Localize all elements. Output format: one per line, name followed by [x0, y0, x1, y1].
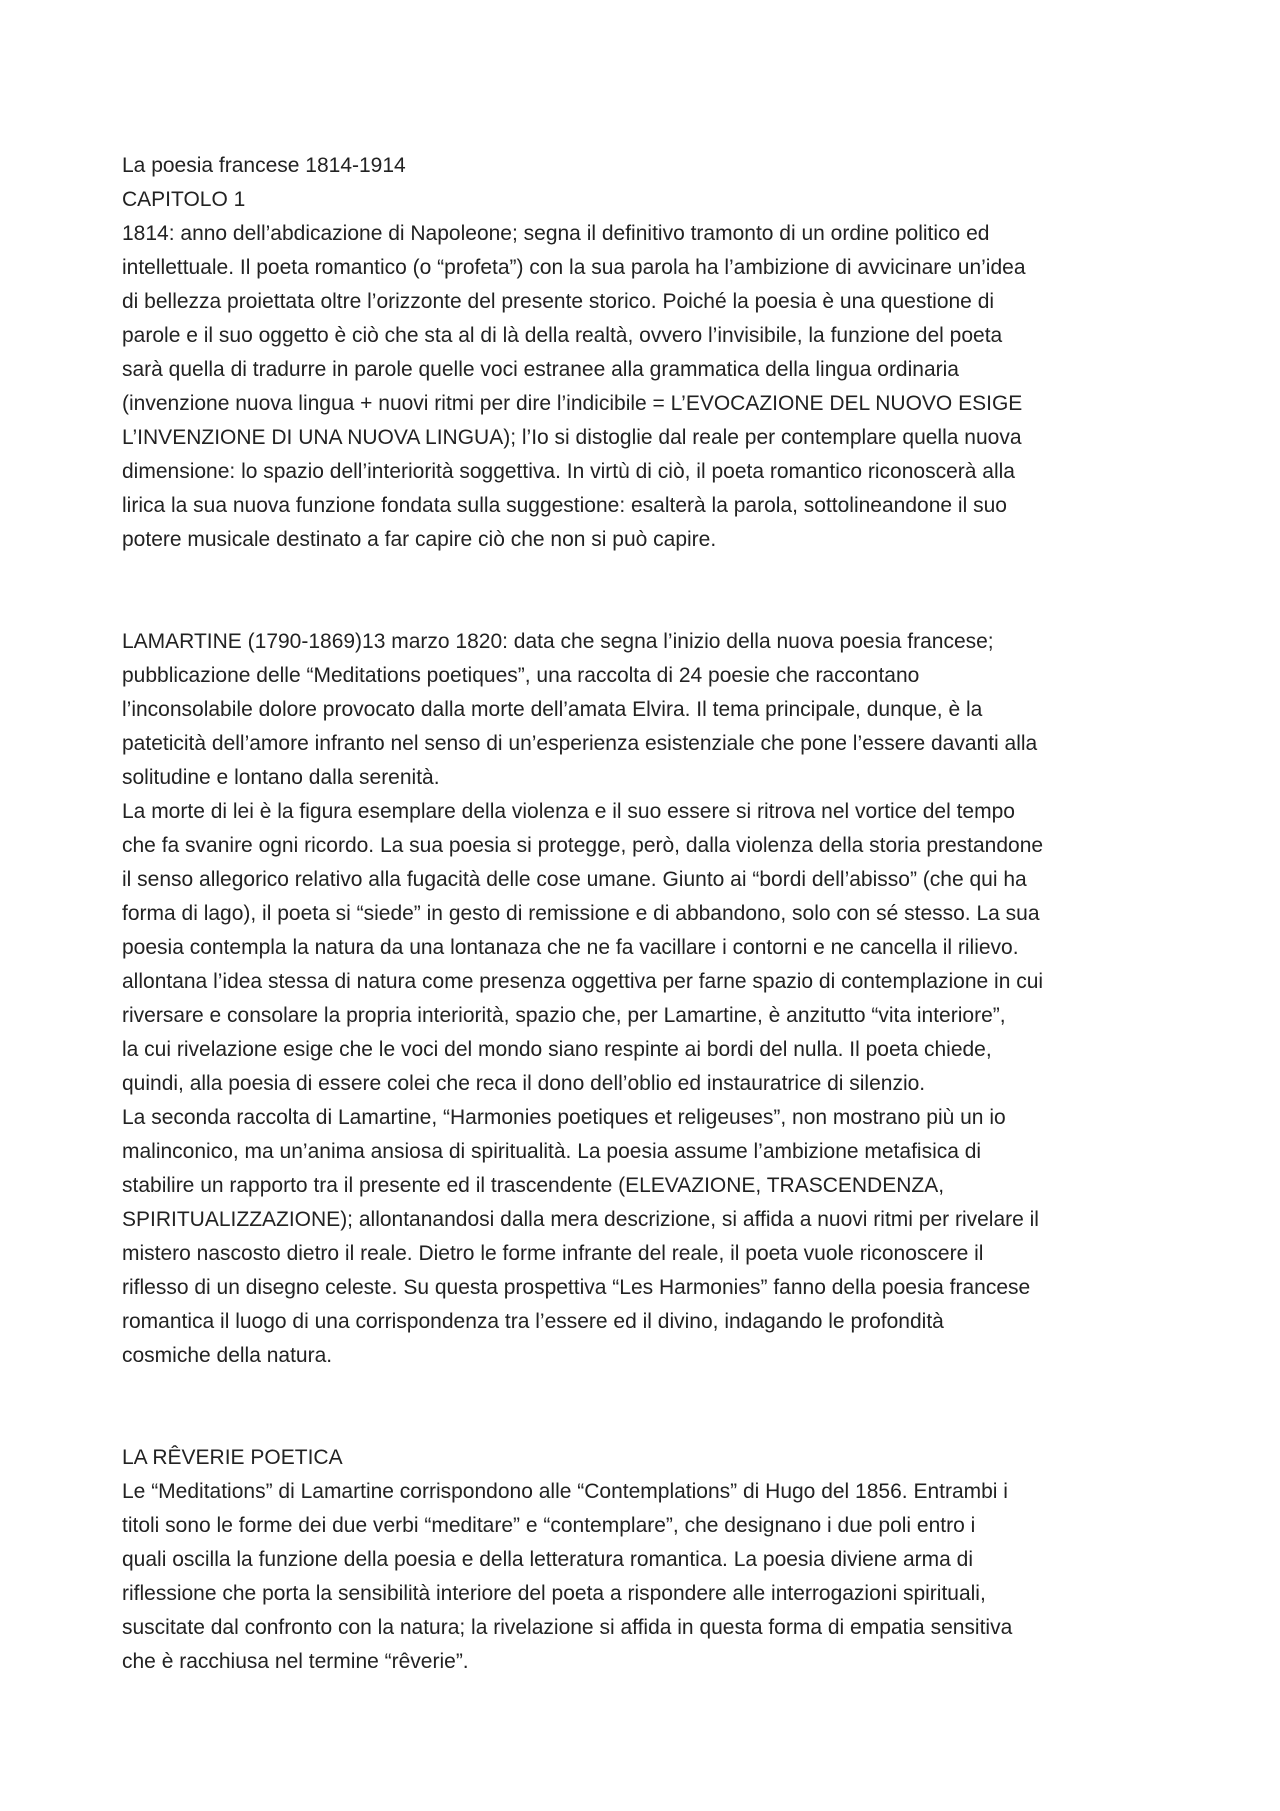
text-line: quali oscilla la funzione della poesia e della letteratura romantica. La poesia diviene arma di — [122, 1548, 974, 1571]
text-line: titoli sono le forme dei due verbi “meditare” e “contemplare”, che designano i due poli entro i — [122, 1514, 976, 1537]
text-line: riflesso di un disegno celeste. Su questa prospettiva “Les Harmonies” fanno della poesia francese — [122, 1276, 1031, 1299]
text-line: 1814: anno dell’abdicazione di Napoleone; segna il definitivo tramonto di un ordine politico ed — [122, 222, 990, 245]
document-title: La poesia francese 1814-1914 — [122, 154, 406, 177]
text-line: quindi, alla poesia di essere colei che reca il dono dell’oblio ed instauratrice di silenzio. — [122, 1072, 926, 1095]
text-line: poesia contempla la natura da una lontanaza che ne fa vacillare i contorni e ne cancella il rilievo. — [122, 936, 1019, 959]
text-line: che è racchiusa nel termine “rêverie”. — [122, 1650, 469, 1673]
text-line: stabilire un rapporto tra il presente ed il trascendente (ELEVAZIONE, TRASCENDENZA, — [122, 1174, 945, 1197]
text-line: il senso allegorico relativo alla fugacità delle cose umane. Giunto ai “bordi dell’abisso” (che qui ha — [122, 868, 1027, 891]
text-line: dimensione: lo spazio dell’interiorità soggettiva. In virtù di ciò, il poeta romantico riconoscerà alla — [122, 460, 1015, 483]
text-line: L’INVENZIONE DI UNA NUOVA LINGUA); l’Io si distoglie dal reale per contemplare quella nuova — [122, 426, 1022, 449]
document-page — [122, 149, 1182, 1679]
text-line: allontana l’idea stessa di natura come presenza oggettiva per farne spazio di contemplazione in cui — [122, 970, 1044, 993]
text-line: La seconda raccolta di Lamartine, “Harmonies poetiques et religeuses”, non mostrano più un io — [122, 1106, 1006, 1129]
text-line: potere musicale destinato a far capire ciò che non si può capire. — [122, 528, 717, 551]
text-line: (invenzione nuova lingua + nuovi ritmi per dire l’indicibile = L’EVOCAZIONE DEL NUOVO ESIGE — [122, 392, 1023, 415]
section-spacer — [122, 557, 1182, 625]
text-line: solitudine e lontano dalla serenità. — [122, 766, 440, 789]
text-line: pateticità dell’amore infranto nel senso di un’esperienza esistenziale che pone l’essere davanti alla — [122, 732, 1038, 755]
text-line: lirica la sua nuova funzione fondata sulla suggestione: esalterà la parola, sottolineandone il suo — [122, 494, 1007, 517]
text-line: intellettuale. Il poeta romantico (o “profeta”) con la sua parola ha l’ambizione di avvicinare un’idea — [122, 256, 1026, 279]
text-line: pubblicazione delle “Meditations poetiques”, una raccolta di 24 poesie che raccontano — [122, 664, 920, 687]
lamartine-heading-line: LAMARTINE (1790-1869)13 marzo 1820: data che segna l’inizio della nuova poesia francese; — [122, 630, 994, 653]
text-line: riflessione che porta la sensibilità interiore del poeta a rispondere alle interrogazioni spirituali, — [122, 1582, 986, 1605]
text-line: la cui rivelazione esige che le voci del mondo siano respinte ai bordi del nulla. Il poeta chiede, — [122, 1038, 992, 1061]
section-spacer — [122, 1373, 1182, 1441]
text-line: suscitate dal confronto con la natura; la rivelazione si affida in questa forma di empatia sensitiva — [122, 1616, 1013, 1639]
text-line: sarà quella di tradurre in parole quelle voci estranee alla grammatica della lingua ordinaria — [122, 358, 959, 381]
reverie-section — [122, 1441, 1182, 1679]
chapter-heading: CAPITOLO 1 — [122, 188, 246, 211]
text-line: che fa svanire ogni ricordo. La sua poesia si protegge, però, dalla violenza della storia prestandone — [122, 834, 1044, 857]
text-line: cosmiche della natura. — [122, 1344, 333, 1367]
text-line: mistero nascosto dietro il reale. Dietro le forme infrante del reale, il poeta vuole riconoscere il — [122, 1242, 984, 1265]
text-line: romantica il luogo di una corrispondenza tra l’essere ed il divino, indagando le profondità — [122, 1310, 944, 1333]
text-line: Le “Meditations” di Lamartine corrispondono alle “Contemplations” di Hugo del 1856. Entrambi i — [122, 1480, 1008, 1503]
text-line: SPIRITUALIZZAZIONE); allontanandosi dalla mera descrizione, si affida a nuovi ritmi per rivelare il — [122, 1208, 1039, 1231]
text-line: di bellezza proiettata oltre l’orizzonte del presente storico. Poiché la poesia è una questione di — [122, 290, 995, 313]
text-line: forma di lago), il poeta si “siede” in gesto di remissione e di abbandono, solo con sé stesso. La sua — [122, 902, 1040, 925]
text-line: parole e il suo oggetto è ciò che sta al di là della realtà, ovvero l’invisibile, la funzione del poeta — [122, 324, 1003, 347]
intro-section — [122, 149, 1182, 557]
text-line: La morte di lei è la figura esemplare della violenza e il suo essere si ritrova nel vortice del tempo — [122, 800, 1015, 823]
reverie-heading: LA RÊVERIE POETICA — [122, 1446, 343, 1469]
text-line: malinconico, ma un’anima ansiosa di spiritualità. La poesia assume l’ambizione metafisica di — [122, 1140, 982, 1163]
text-line: l’inconsolabile dolore provocato dalla morte dell’amata Elvira. Il tema principale, dunque, è la — [122, 698, 983, 721]
text-line: riversare e consolare la propria interiorità, spazio che, per Lamartine, è anzitutto “vita interiore”, — [122, 1004, 1006, 1027]
lamartine-section — [122, 625, 1182, 1373]
